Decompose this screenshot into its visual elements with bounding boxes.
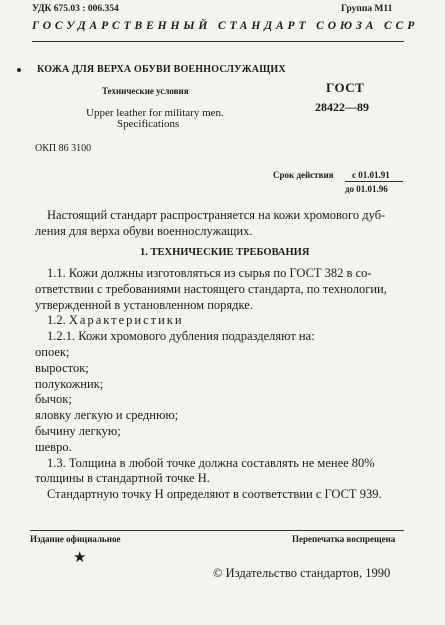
validity-label: Срок действия bbox=[273, 170, 334, 180]
state-standard-heading: ГОСУДАРСТВЕННЫЙ СТАНДАРТ СОЮЗА ССР bbox=[32, 20, 419, 32]
leather-type: опоек; bbox=[35, 344, 70, 359]
body-line bbox=[35, 313, 387, 329]
official-edition-label: Издание официальное bbox=[30, 534, 121, 544]
copyright-notice: © Издательство стандартов, 1990 bbox=[213, 566, 391, 580]
udk-code: УДК 675.03 : 006.354 bbox=[32, 4, 119, 14]
footer-divider bbox=[30, 530, 404, 531]
validity-to: до 01.01.96 bbox=[345, 184, 388, 194]
english-title-line2: Specifications bbox=[117, 118, 180, 130]
body-line: толщины в стандартной точке Н. bbox=[35, 471, 210, 486]
validity-from: с 01.01.91 bbox=[352, 170, 390, 180]
document-subtitle: Технические условия bbox=[102, 86, 189, 96]
body-line: 1.2.1. Кожи хромового дубления подразделяют на: bbox=[47, 329, 315, 344]
document-title: КОЖА ДЛЯ ВЕРХА ОБУВИ ВОЕННОСЛУЖАЩИХ bbox=[37, 64, 286, 75]
leather-type: выросток; bbox=[35, 360, 89, 375]
section-heading: 1. ТЕХНИЧЕСКИЕ ТРЕБОВАНИЯ bbox=[140, 247, 310, 258]
gost-label: ГОСТ bbox=[326, 80, 365, 95]
gost-number: 28422—89 bbox=[315, 100, 369, 114]
clause-number: 1.2. bbox=[47, 313, 66, 328]
leather-type: бычок; bbox=[35, 392, 72, 407]
section-body bbox=[35, 266, 387, 503]
body-line: 1.1. Кожи должны изготовляться из сырья по ГОСТ 382 в со- bbox=[47, 266, 372, 280]
intro-line: ления для верха обуви военнослужащих. bbox=[35, 223, 253, 238]
intro-line: Настоящий стандарт распространяется на кожи хромового дуб- bbox=[47, 208, 386, 222]
bullet-mark bbox=[17, 68, 21, 72]
group-code: Группа М11 bbox=[341, 4, 393, 14]
star-icon: ★ bbox=[73, 550, 87, 566]
body-line: 1.3. Толщина в любой точке должна составлять не менее 80% bbox=[47, 455, 375, 470]
leather-type: яловку легкую и среднюю; bbox=[35, 408, 179, 423]
leather-type: бычину легкую; bbox=[35, 423, 121, 438]
body-line: ответствии с требованиями настоящего стандарта, по технологии, bbox=[35, 281, 387, 296]
english-title-line1: Upper leather for military men. bbox=[86, 107, 224, 119]
intro-paragraph bbox=[35, 208, 385, 240]
leather-type: полукожник; bbox=[35, 376, 104, 391]
okp-code: ОКП 86 3100 bbox=[35, 143, 92, 154]
leather-type: шевро. bbox=[35, 439, 72, 454]
body-line: Стандартную точку Н определяют в соответствии с ГОСТ 939. bbox=[47, 487, 382, 502]
reprint-notice: Перепечатка воспрещена bbox=[292, 534, 396, 544]
validity-divider bbox=[345, 181, 403, 182]
clause-title: Характеристики bbox=[68, 313, 184, 328]
header-divider bbox=[32, 41, 404, 42]
body-line: утвержденной в установленном порядке. bbox=[35, 297, 253, 312]
